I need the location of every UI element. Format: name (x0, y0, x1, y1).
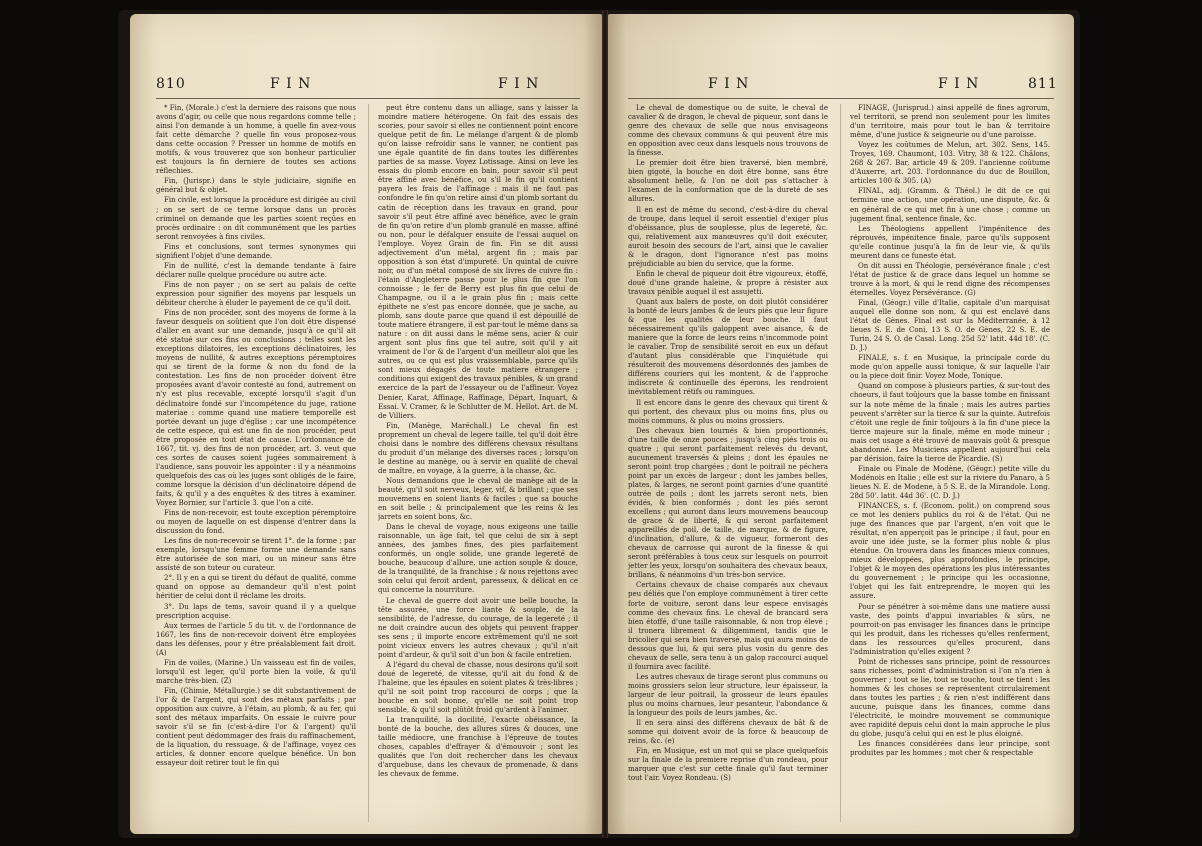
paragraph: Les finances considérées dans leur principe, sont produites par les hommes ; mot cher & respectable (850, 740, 1050, 758)
paragraph: Dans le cheval de voyage, nous exigeons une taille raisonnable, un âge fait, tel que celui de six à sept années, des jambes fines, des pies parfaitement conformés, un ongle solide, une grande legereté de bouche, beaucoup d'allure, une action souple & douce, de la tranquilité, de la franchise ; & nous rejettons avec soin celui qui feroit ardent, paresseux, & délicat en ce qui concerne la nourriture. (378, 523, 578, 595)
paragraph: Des chevaux bien tournés & bien proportionnés, d'une taille de onze pouces ; jusqu'à cinq piés trois ou quatre ; qui seront parfaitement relevés du devant, aucunement traversés & pleins ; dont les épaules ne seront point trop chargées ; dont le poitrail ne péchera point par un excès de largeur ; dont les jambes belles, plates, & larges, ne seront point garnies d'une quantité outrée de poils ; dont les jarrets seront nets, bien évidés, & bien conformés ; dont les piés seront excellens ; qui auront dans leurs mouvemens beaucoup de grace & de liberté, & qui seront parfaitement appareillés de poil, de taille, de marque, & de figure, d'inclination, d'allure, & de vigueur, formeront des chevaux de carrosse qui auront de la finesse & qui seront préférables à tous ceux sur lesquels on pourroit jetter les yeux, lorsqu'on souhaitera des chevaux beaux, brillans, & néanmoins d'un très-bon service. (628, 426, 828, 580)
paragraph: peut être contenu dans un alliage, sans y laisser la moindre matiere hétérogene. On fait des essais des scories, pour savoir si elles ne contiennent point encore quelque petit de fin. Le mélange d'argent & de plomb qu'on laisse refroidir sans le vanner, ne contient pas une égale quantité de fin dans toutes les différentes parties de sa masse. Voyez Lotissage. Ainsi on leve les essais du plomb encore en bain, pour savoir s'il peut être affiné avec bénéfice, ou s'il le fin qu'il contient payera les frais de l'affinage : mais il ne faut pas confondre le fin qu'on retire ainsi d'un plomb sortant du catin de réception dans les travaux en grand, pour savoir s'il peut être affiné avec bénéfice, avec le grain de fin qu'on retire d'un plomb granulé en masse, affiné ou non, pour le défalquer ensuite de l'essai auquel on l'employe. Voyez Grain de fin. Fin se dit aussi adjectivement d'un métal, argent fin ; mais par opposition à son état d'impureté. Un quintal de cuivre noir, ou d'un métal composé de six livres de cuivre fin : l'étain d'Angleterre passe pour le plus fin que l'on connoisse ; le fer de Berry est plus fin que celui de Champagne, ou il a le grain plus fin ; mais cette épithete ne s'est pas encore donnée, que je sache, au plomb, sans doute parce que quand il est dépouillé de toute matiere étrangere, il est par-tout le même dans sa nature : on dit aussi dans le même sens, acier & cuir argent sont plus fins que tel autre, soit qu'il y ait vraiment de l'or & de l'argent d'un meilleur aloi que les autres, ou ce qui est plus vraissemblable, parce qu'ils sont mieux dégagés de toute matiere étrangere ; conditions qui exigent des travaux pénibles, & un grand exercice de la part de l'essayeur ou de l'affineur. Voyez Denier, Karat, Affinage, Raffinage, Départ, Inquart, & Essai. V. Cramer, & le Schlutter de M. Hellot. Art. de M. de Villiers. (378, 104, 578, 420)
paragraph: 3°. Du laps de tems, savoir quand il y a quelque prescription acquise. (156, 602, 356, 620)
paragraph: Enfin le cheval de piqueur doit être vigoureux, étoffé, doué d'une grande haleine, & propre à résister aux travaux pénible auquel il est assujetti. (628, 269, 828, 296)
paragraph: Il est encore dans le genre des chevaux qui tirent & qui portent, des chevaux plus ou moins fins, plus ou moins communs, & plus ou moins grossiers. (628, 398, 828, 425)
paragraph: Quant aux balers de poste, on doit plutôt considérer la bonté de leurs jambes & de leurs piés que leur figure & que les qualités de leur bouche. Il faut nécessairement qu'ils galoppent avec aisance, & de maniere que la force de leurs reins n'incommode point le cavalier. Trop de sensibilité seroit en eux un défaut d'autant plus considérable que l'inquiétude qui résulteroit des mouvemens désordonnés des jambes de différens couriers qui les montent, & de l'approche indiscrete & continuelle des éperons, les rendroient inévitablement rétifs ou ramingues. (628, 297, 828, 397)
paragraph: Fin, (Manège, Maréchall.) Le cheval fin est proprement un cheval de legere taille, tel qu'il doit être choisi dans le nombre des différens chevaux résultans du produit d'un mélange des diverses races ; lorsqu'on le destine au manège, ou à servir en qualité de cheval de maître, en voyage, à la guerre, à la chasse, &c. (378, 421, 578, 475)
book-spread (118, 10, 1080, 838)
paragraph: Il en sera ainsi des différens chevaux de bât & de somme qui doivent avoir de la force & beaucoup de reins, &c. (e) (628, 719, 828, 746)
paragraph: Voyez les coûtumes de Melun, art. 302. Sens, 145. Troyes, 169. Chaumont, 103. Vitry, 38 & 122. Châlons, 268 & 267. Bar, article 49 & 209. l'ancienne coûtume d'Auxerre, art. 203. l'ordonnance du duc de Bouillon, articles 100 & 305. (A) (850, 141, 1050, 186)
left-page-number: 810 (156, 76, 186, 92)
right-page (608, 14, 1074, 834)
paragraph: FINAL, adj. (Gramm. & Théol.) le dit de ce qui termine une action, une opération, une dispute, &c. & en général de ce qui met fin à une chose ; comme un jugement final, sentence finale, &c. (850, 187, 1050, 223)
paragraph: FINANCES, s. f. (Econom. polit.) on comprend sous ce mot les deniers publics du roi & de l'état. Qui ne juge des finances que par l'argent, n'en voit que le résultat, n'en apperçoit pas le principe ; il faut, pour en avoir une idée juste, se la former plus noble & plus étendue. On trouvera dans les finances mieux connues, mieux développées, plus approfondies, le principe, l'objet & le moyen des opérations les plus intéressantes du gouvernement ; le principe qui les occasionne, l'objet qui les fait entreprendre, le moyen qui les assure. (850, 502, 1050, 601)
paragraph: Fins de non payer ; on se sert au palais de cette expression pour signifier des moyens par lesquels un débiteur cherche à éluder le payement de ce qu'il doit. (156, 280, 356, 307)
right-header-rule (628, 98, 1054, 99)
left-column-1 (156, 104, 356, 824)
paragraph: Les Théologiens appellent l'impénitence des réprouvés, impénitence finale, parce qu'ils supposent qu'elle continue jusqu'à la fin de leur vie, & qu'ils meurent dans ce funeste état. (850, 224, 1050, 260)
paragraph: Fin, (Jurispr.) dans le style judiciaire, signifie en général but & objet. (156, 177, 356, 195)
paragraph: Fins de non-recevoir, est toute exception péremptoire ou moyen de laquelle on est dispensé d'entrer dans la discussion du fond. (156, 509, 356, 536)
paragraph: Finale ou Finale de Modène, (Géogr.) petite ville du Modénois en Italie ; elle est sur la riviere du Panaro, à 5 lieues N. E. de Modene, à 5 S. E. de la Mirandole. Long. 28d 50'. latit. 44d 36'. (C. D. J.) (850, 464, 1050, 500)
paragraph: FINALE, s. f. en Musique, la principale corde du mode qu'on appelle aussi tonique, & sur laquelle l'air ou la piece doit finir. Voyez Mode, Tonique. (850, 354, 1050, 381)
paragraph: Fins et conclusions, sont termes synonymes qui signifient l'objet d'une demande. (156, 242, 356, 260)
paragraph: Il en est de même du second, c'est-à-dire du cheval de troupe, dans lequel il seroit essentiel d'exiger plus d'obéissance, plus de souplesse, plus de legereté, &c. qui, relativement aux manœuvres qu'il doit exécuter, auroit besoin des secours de l'art, ainsi que le cavalier & le dragon, dont l'ignorance n'est pas moins préjudiciable au bien du service, que la forme. (628, 205, 828, 268)
paragraph: Quand on compose à plusieurs parties, & sur-tout des choeurs, il faut toûjours que la basse tombe en finissant sur la note même de la finale ; mais les autres parties peuvent s'arrêter sur la tierce & sur la quinte. Autrefois c'étoit une regle de finir toûjours à la fin d'une piece la tierce majeure sur la finale, même en mode mineur ; mais cet usage a été trouvé de mauvais goût & presque abandonné. Les Musiciens appellent aujourd'hui cela par dérision, faire la tierce de Picardie. (S) (850, 382, 1050, 463)
paragraph: Fin de nullité, c'est la demande tendante à faire déclarer nulle quelque procédure ou autre acte. (156, 261, 356, 279)
paragraph: Fin, (Chimie, Métallurgie.) se dit substantivement de l'or & de l'argent, qui sont des métaux parfaits ; par opposition aux cuivre, à l'étain, au plomb, & au fer, qui sont des métaux imparfaits. On essaie le cuivre pour savoir s'il se fin (c'est-à-dire l'or & l'argent) qu'il contient peut dédommager des frais du raffinachement, de la liquation, du ressuage, & de l'affinage, voyez ces articles, & donner encore quelque bénéfice. Un bon essayeur doit retirer tout le fin qui (156, 686, 356, 768)
paragraph: Final, (Géogr.) ville d'Italie, capitale d'un marquisat auquel elle donne son nom, & qui est enclavé dans l'état de Gènes. Final est sur la Méditerranée, à 12 lieues S. E. de Coni, 13 S. O. de Gènes, 22 S. E. de Turin, 24 S. O. de Casal. Long. 25d 52' latit. 44d 18'. (C. D. J.) (850, 298, 1050, 353)
right-column-divider (840, 104, 841, 822)
paragraph: Les autres chevaux de tirage seront plus communs ou moins grossiers selon leur structure, leur épaisseur, la largeur de leur poitrail, la grosseur de leurs épaules plus ou moins charnues, leur pesanteur, l'abondance & la longueur des poils de leurs jambes, &c. (628, 672, 828, 718)
paragraph: Pour se pénétrer à soi-même dans une matiere aussi vaste, des points d'appui invariables & sûrs, ne pourroit-on pas envisager les finances dans le principe qui les produit, dans les richesses qu'elles renferment, dans les ressources qu'elles procurent, dans l'administration qu'elles exigent ? (850, 602, 1050, 656)
right-running-head-left: F I N (708, 76, 750, 92)
paragraph: * Fin, (Morale.) c'est la derniere des raisons que nous avons d'agir, ou celle que nous regardons comme telle ; ainsi l'on demande à un homme, à quelle fin avez-vous fait cette démarche ? quelle fin vous proposez-vous dans cette occasion ? Presser un homme de motifs en motifs, & vous trouverez que son bonheur particulier est toujours la fin derniere de toutes ses actions réflechies. (156, 104, 356, 176)
paragraph: A l'égard du cheval de chasse, nous desirons qu'il soit doué de legereté, de vitesse, qu'il ait du fond & de l'haleine, que les épaules en soient plates & très-libres ; qu'il ne soit point trop raccourci de corps ; que la bouche en soit bonne, qu'elle ne soit point trop sensible, & qu'il soit plûtôt froid qu'ardent à l'animer. (378, 660, 578, 715)
paragraph: Aux termes de l'article 5 du tit. v. de l'ordonnance de 1667, les fins de non-recevoir doivent être employées dans les défenses, pour y être préalablement fait droit. (A) (156, 621, 356, 657)
left-column-2 (378, 104, 578, 824)
paragraph: Fin de voiles, (Marine.) Un vaisseau est fin de voiles, lorsqu'il est leger, qu'il porte bien la voile, & qu'il marche très-bien. (Z) (156, 658, 356, 685)
right-page-number: 811 (1028, 76, 1058, 92)
paragraph: Fins de non procéder, sont des moyens de forme à la faveur desquels on soûtient que l'on doit être dispensé d'aller en avant sur une demande, jusqu'à ce qu'il ait été statué sur ces fins ou conclusions ; telles sont les exceptions dilatoires, les exceptions déclinatoires, les moyens de nullité, & autres exceptions péremptoires qui se tirent de la forme & non du fond de la contestation. Les fins de non procéder doivent être proposées avant d'avoir contesté au fond, autrement on n'y est plus recevable, excepté lorsqu'il s'agit d'un déclinatoire fondé sur l'incompétence du juge, ratione materiae : comme quand une matiere temporelle est portée devant un juge d'église ; car une incompétence de cette espece, qui est une fin de non procéder, peut être proposée en tout état de cause. L'ordonnance de 1667, tit. vj. des fins de non procéder, art. 3. veut que ces sortes de causes soient jugées sommairement à l'audience, sans pouvoir les appointer : il y a néanmoins quelquefois des cas où les juges sont obligés de le faire, comme lorsque la décision d'un déclinatoire dépend de faits, & qu'il y a des enquêtes & des titres à examiner. Voyez Bornier, sur l'article 3. que l'on a cité. (156, 309, 356, 508)
right-column-2 (850, 104, 1050, 824)
left-running-head-right: F I N (498, 76, 540, 92)
paragraph: Le cheval de domestique ou de suite, le cheval de cavalier & de dragon, le cheval de piqueur, sont dans le genre des chevaux de selle que nous envisageons comme des chevaux communs & qui peuvent être mis en opposition avec ceux dans lesquels nous trouvons de la finesse. (628, 104, 828, 158)
paragraph: Les fins de non-recevoir se tirent 1°. de la forme ; par exemple, lorsqu'une femme forme une demande sans être autorisée de son mari, ou un mineur sans être assisté de son tuteur ou curateur. (156, 537, 356, 573)
left-header-rule (156, 98, 580, 99)
left-running-head-left: F I N (270, 76, 312, 92)
paragraph: On dit aussi en Théologie, persévérance finale ; c'est l'état de justice & de grace dans lequel un homme se trouve à la mort, & qui le rend digne des récompenses éternelles. Voyez Persévérance. (G) (850, 261, 1050, 297)
paragraph: Fin civile, est lorsque la procédure est dirigée au civil ; on se sert de ce terme lorsque dans un procès criminel on demande que les parties soient reçûes en procès ordinaire : on dit communément que les parties seront renvoyées à fins civiles. (156, 196, 356, 241)
paragraph: Certains chevaux de chaise comparés aux chevaux peu déliés que l'on employe communément à tirer cette forte de voiture, seront dans leur espece envisagés comme des chevaux fins. Le cheval de brancard sera bien étoffé, d'une taille raisonnable, & non trop élevé ; il tronera librement & diligemment, tandis que le bricolier qui sera bien traversé, mais qui aura moins de dessous que lui, & qui sera plus vosin du genre des chevaux de selle, sera tenu à un galop raccourci auquel il fournira avec facilité. (628, 581, 828, 671)
paragraph: FINAGE, (Jurisprud.) ainsi appellé de fines agrorum, vel territorii, se prend non seulement pour les limites d'un territoire, mais pour tout le ban & territoire même, d'une justice & seigneurie ou d'une paroisse. (850, 104, 1050, 140)
right-column-1 (628, 104, 828, 824)
paragraph: Point de richesses sans principe, point de ressources sans richesses, point d'administration si l'on n'a rien à gouverner ; tout se lie, tout se touche, tout se tient : les hommes & les choses se représentent circulairement dans toutes les parties ; & rien n'est indifférent dans aucune, puisque dans les finances, comme dans l'électricité, le moindre mouvement se communique avec rapidité depuis celui dont la main approche le plus du globe, jusqu'à celui qui en est le plus éloigné. (850, 657, 1050, 739)
left-column-divider (368, 104, 369, 822)
paragraph: Fin, en Musique, est un mot qui se place quelquefois sur la finale de la premiere reprise d'un rondeau, pour marquer que c'est sur cette finale qu'il faut terminer tout l'air. Voyez Rondeau. (S) (628, 747, 828, 783)
paragraph: Nous demandons que le cheval de manège ait de la beauté, qu'il soit nerveux, leger, vif, & brillant ; que ses mouvemens en soient liants & faciles ; que sa bouche en soit belle ; & principalement que les reins & les jarrets en soient bons, &c. (378, 476, 578, 522)
paragraph: 2°. Il y en a qui se tirent du défaut de qualité, comme quand on oppose au demandeur qu'il n'est point héritier de celui dont il réclame les droits. (156, 574, 356, 601)
paragraph: La tranquilité, la docilité, l'exacte obéissance, la bonté de la bouche, des allures sûres & douces, une taille médiocre, une franchise à l'épreuve de toutes choses, capables d'effrayer & d'émouvoir ; sont les qualités que l'on doit rechercher dans les chevaux d'arquebuse, dans les chevaux de promenade, & dans les chevaux de femme. (378, 716, 578, 779)
paragraph: Le premier doit être bien traversé, bien membré, bien gigoté, la bouche en doit être bonne, sans être absolument belle, & l'on ne doit pas s'attacher à l'examen de la conformation que de la dureté de ses allures. (628, 159, 828, 204)
right-running-head-right: F I N (938, 76, 980, 92)
paragraph: Le cheval de guerre doit avoir une belle bouche, la tête assurée, une force liante & souple, de la sensibilité, de l'adresse, du courage, de la legereté ; il ne doit craindre aucun des objets qui peuvent frapper ses sens ; il importe encore extrêmement qu'il ne soit point vicieux envers les autres chevaux ; qu'il n'ait point d'ardeur, & qu'il soit d'un bon & facile entretien. (378, 596, 578, 659)
left-page (130, 14, 602, 834)
